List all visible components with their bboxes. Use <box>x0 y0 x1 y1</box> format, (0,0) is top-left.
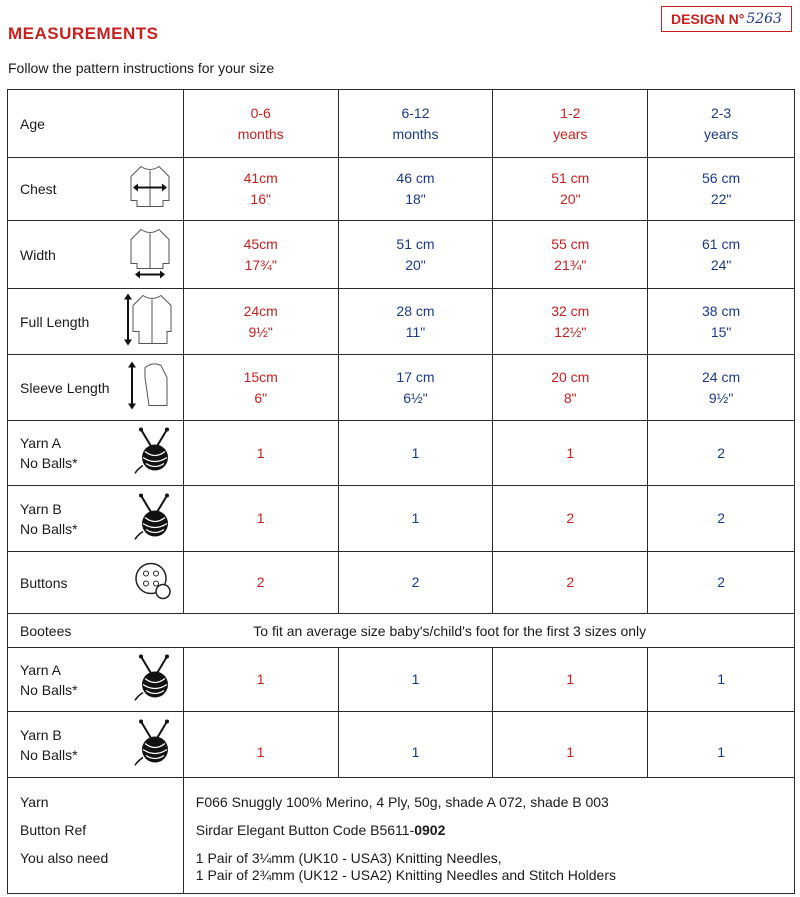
buttons-value: 2 <box>493 552 648 614</box>
sleeve-measure-icon <box>127 359 173 416</box>
button-icon <box>133 560 173 605</box>
length-measure-icon <box>123 291 173 352</box>
width-label: Width <box>8 221 184 289</box>
yarn-ball-icon <box>133 719 173 770</box>
bootees-yarn-b-label: Yarn B No Balls* <box>8 712 184 778</box>
full-length-value: 28 cm 11" <box>338 289 493 355</box>
bootees-yarn-a-row <box>8 648 795 712</box>
full-length-value: 32 cm 12½" <box>493 289 648 355</box>
yarn-b-value: 1 <box>183 486 338 552</box>
width-value: 55 cm 21¾" <box>493 221 648 289</box>
yarn-a-label: Yarn A No Balls* <box>8 421 184 486</box>
yarn-a-value: 1 <box>493 421 648 486</box>
chest-value: 41cm 16" <box>183 158 338 221</box>
yarn-b-value: 1 <box>338 486 493 552</box>
full-length-value: 38 cm 15" <box>648 289 795 355</box>
bootees-yarn-a-value: 1 <box>183 648 338 712</box>
bootees-yarn-b-value: 1 <box>183 712 338 778</box>
yarn-ball-icon <box>133 428 173 479</box>
width-row <box>8 221 795 289</box>
bootees-note: To fit an average size baby's/child's foot for the first 3 sizes only <box>183 614 794 648</box>
also-need-line-1: 1 Pair of 3¼mm (UK10 - USA3) Knitting Needles, <box>195 850 502 866</box>
bootees-yarn-a-value: 1 <box>648 648 795 712</box>
bootees-yarn-b-value: 1 <box>493 712 648 778</box>
button-ref-value: Sirdar Elegant Button Code B5611-0902 <box>195 822 446 838</box>
bootees-yarn-b-value: 1 <box>648 712 795 778</box>
measurements-table <box>7 89 795 894</box>
yarn-a-value: 1 <box>183 421 338 486</box>
size-header: 2-3 years <box>648 90 795 158</box>
chest-row <box>8 158 795 221</box>
age-row <box>8 90 795 158</box>
width-value: 61 cm 24" <box>648 221 795 289</box>
chest-measure-icon <box>127 163 173 216</box>
bootees-yarn-b-row <box>8 712 795 778</box>
button-ref-label: Button Ref <box>20 822 87 838</box>
sleeve-length-value: 15cm 6" <box>183 355 338 421</box>
design-label: DESIGN N° <box>671 11 745 27</box>
sleeve-length-row <box>8 355 795 421</box>
buttons-row <box>8 552 795 614</box>
size-header: 1-2 years <box>493 90 648 158</box>
bootees-yarn-b-value: 1 <box>338 712 493 778</box>
bootees-yarn-a-value: 1 <box>493 648 648 712</box>
info-labels <box>8 778 184 894</box>
also-need-label: You also need <box>20 850 109 866</box>
sleeve-length-value: 20 cm 8" <box>493 355 648 421</box>
also-need-line-2: 1 Pair of 2¾mm (UK12 - USA2) Knitting Needles and Stitch Holders <box>195 867 616 883</box>
sleeve-length-value: 17 cm 6½" <box>338 355 493 421</box>
page-title: MEASUREMENTS <box>8 24 159 43</box>
yarn-b-row <box>8 486 795 552</box>
yarn-value: F066 Snuggly 100% Merino, 4 Ply, 50g, shade A 072, shade B 003 <box>195 794 609 810</box>
chest-value: 56 cm 22" <box>648 158 795 221</box>
full-length-label: Full Length <box>8 289 184 355</box>
width-measure-icon <box>127 226 173 283</box>
buttons-label: Buttons <box>8 552 184 614</box>
sleeve-length-value: 24 cm 9½" <box>648 355 795 421</box>
width-value: 45cm 17¾" <box>183 221 338 289</box>
subtitle: Follow the pattern instructions for your size <box>8 60 275 76</box>
buttons-value: 2 <box>338 552 493 614</box>
size-header: 6-12 months <box>338 90 493 158</box>
design-number: 5263 <box>746 11 782 27</box>
yarn-ball-icon <box>133 654 173 705</box>
yarn-b-value: 2 <box>648 486 795 552</box>
yarn-b-label: Yarn B No Balls* <box>8 486 184 552</box>
bootees-yarn-a-label: Yarn A No Balls* <box>8 648 184 712</box>
chest-value: 51 cm 20" <box>493 158 648 221</box>
age-label: Age <box>8 90 184 158</box>
bootees-yarn-a-value: 1 <box>338 648 493 712</box>
yarn-b-value: 2 <box>493 486 648 552</box>
info-values <box>183 778 794 894</box>
sleeve-length-label: Sleeve Length <box>8 355 184 421</box>
chest-value: 46 cm 18" <box>338 158 493 221</box>
info-row <box>8 778 795 894</box>
buttons-value: 2 <box>183 552 338 614</box>
size-header: 0-6 months <box>183 90 338 158</box>
full-length-value: 24cm 9½" <box>183 289 338 355</box>
yarn-ball-icon <box>133 493 173 544</box>
chest-label: Chest <box>8 158 184 221</box>
yarn-label: Yarn <box>20 794 49 810</box>
yarn-a-row <box>8 421 795 486</box>
buttons-value: 2 <box>648 552 795 614</box>
bootees-row <box>8 614 795 648</box>
bootees-label: Bootees <box>8 614 184 648</box>
width-value: 51 cm 20" <box>338 221 493 289</box>
design-number-box <box>661 6 792 32</box>
yarn-a-value: 1 <box>338 421 493 486</box>
yarn-a-value: 2 <box>648 421 795 486</box>
full-length-row <box>8 289 795 355</box>
